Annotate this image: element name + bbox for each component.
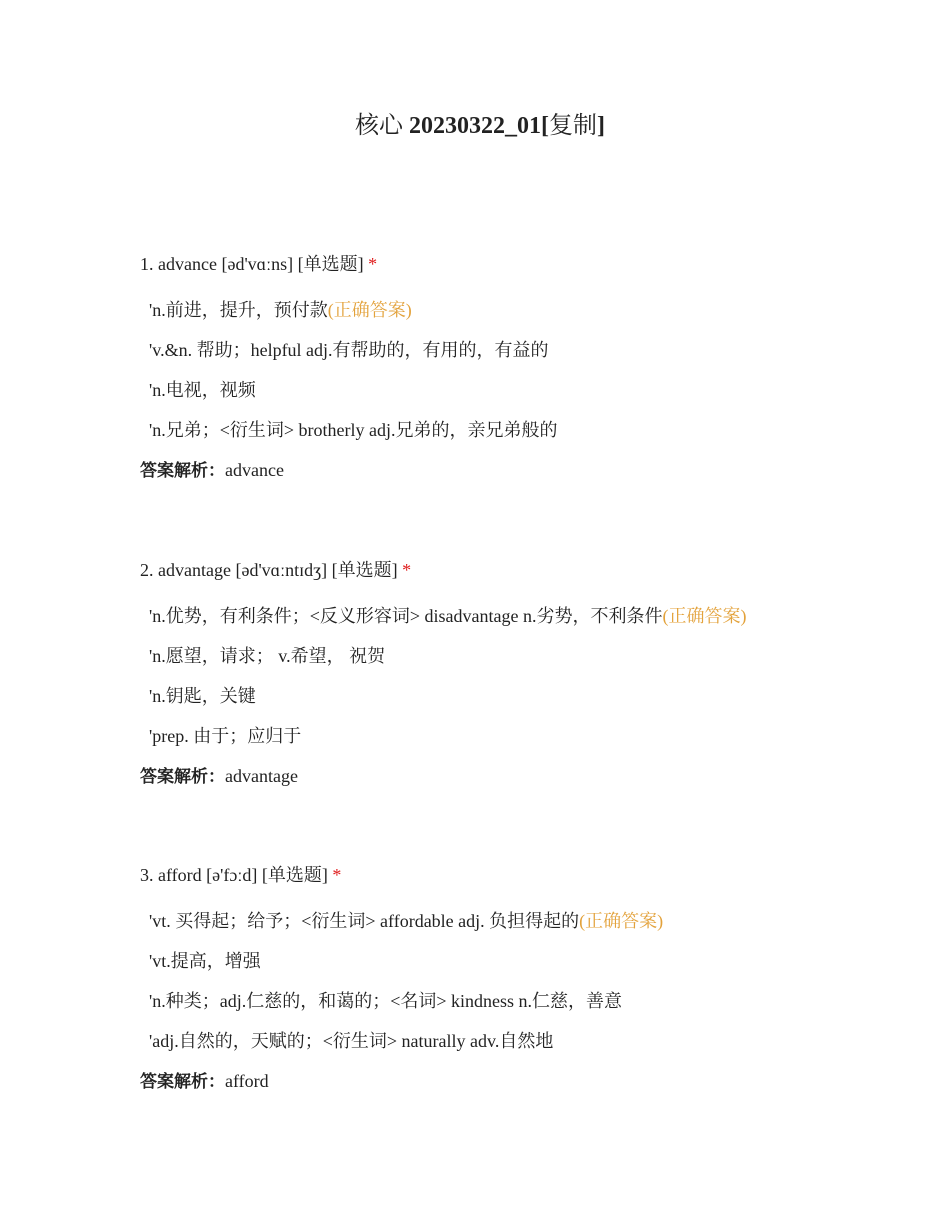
option-text: 'n.兄弟；<衍生词> brotherly adj.兄弟的，亲兄弟般的: [149, 420, 558, 440]
option-text: 'prep. 由于；应归于: [149, 726, 302, 746]
correct-answer-tag: (正确答案): [662, 606, 747, 626]
correct-answer-tag: (正确答案): [579, 911, 664, 931]
option[interactable]: [140, 724, 900, 764]
correct-answer-tag: (正确答案): [327, 300, 412, 320]
option-list: [140, 604, 900, 764]
option-text: 'n.优势，有利条件；<反义形容词> disadvantage n.劣势，不利条件: [149, 606, 663, 626]
question-3: [140, 863, 900, 1093]
option-list: [140, 909, 900, 1069]
option-text: 'n.种类；adj.仁慈的，和蔼的；<名词> kindness n.仁慈，善意: [149, 991, 623, 1011]
analysis-text: afford: [225, 1071, 269, 1091]
option[interactable]: [140, 684, 900, 724]
analysis-label: 答案解析：: [140, 1072, 225, 1092]
option[interactable]: [140, 378, 900, 418]
question-header: [140, 252, 900, 276]
question-2: [140, 558, 900, 788]
option[interactable]: [140, 1029, 900, 1069]
answer-analysis: [140, 458, 900, 482]
answer-analysis: [140, 1069, 900, 1093]
option[interactable]: [140, 989, 900, 1029]
question-title: 2. advantage [əd'vɑːntɪdʒ] [单选题]: [140, 560, 403, 580]
required-star: *: [332, 865, 342, 885]
answer-analysis: [140, 764, 900, 788]
analysis-label: 答案解析：: [140, 767, 225, 787]
option-text: 'vt.提高，增强: [149, 951, 261, 971]
question-header: [140, 863, 900, 887]
required-star: *: [402, 560, 412, 580]
option-text: 'n.前进，提升，预付款: [149, 300, 328, 320]
question-title: 1. advance [əd'vɑːns] [单选题]: [140, 254, 369, 274]
option[interactable]: [140, 418, 900, 458]
option-correct[interactable]: [140, 604, 900, 644]
question-title: 3. afford [ə'fɔːd] [单选题]: [140, 865, 333, 885]
option[interactable]: [140, 644, 900, 684]
option-text: 'vt. 买得起；给予；<衍生词> affordable adj. 负担得起的: [149, 911, 580, 931]
option-text: 'n.愿望，请求； v.希望， 祝贺: [149, 646, 386, 666]
question-1: [140, 252, 900, 482]
page-title: [0, 110, 950, 142]
option[interactable]: [140, 338, 900, 378]
title-prefix: 核心: [355, 113, 409, 139]
title-suffix: 复制: [549, 113, 597, 139]
title-code: 20230322_01[: [409, 113, 549, 139]
option-text: 'v.&n. 帮助；helpful adj.有帮助的，有用的，有益的: [149, 340, 549, 360]
option-text: 'adj.自然的，天赋的；<衍生词> naturally adv.自然地: [149, 1031, 554, 1051]
option-correct[interactable]: [140, 298, 900, 338]
analysis-text: advance: [225, 460, 284, 480]
option-correct[interactable]: [140, 909, 900, 949]
title-close: ]: [597, 113, 605, 139]
question-header: [140, 558, 900, 582]
option-text: 'n.电视，视频: [149, 380, 256, 400]
option-text: 'n.钥匙，关键: [149, 686, 256, 706]
required-star: *: [368, 254, 378, 274]
option-list: [140, 298, 900, 458]
analysis-label: 答案解析：: [140, 461, 225, 481]
analysis-text: advantage: [225, 766, 298, 786]
option[interactable]: [140, 949, 900, 989]
